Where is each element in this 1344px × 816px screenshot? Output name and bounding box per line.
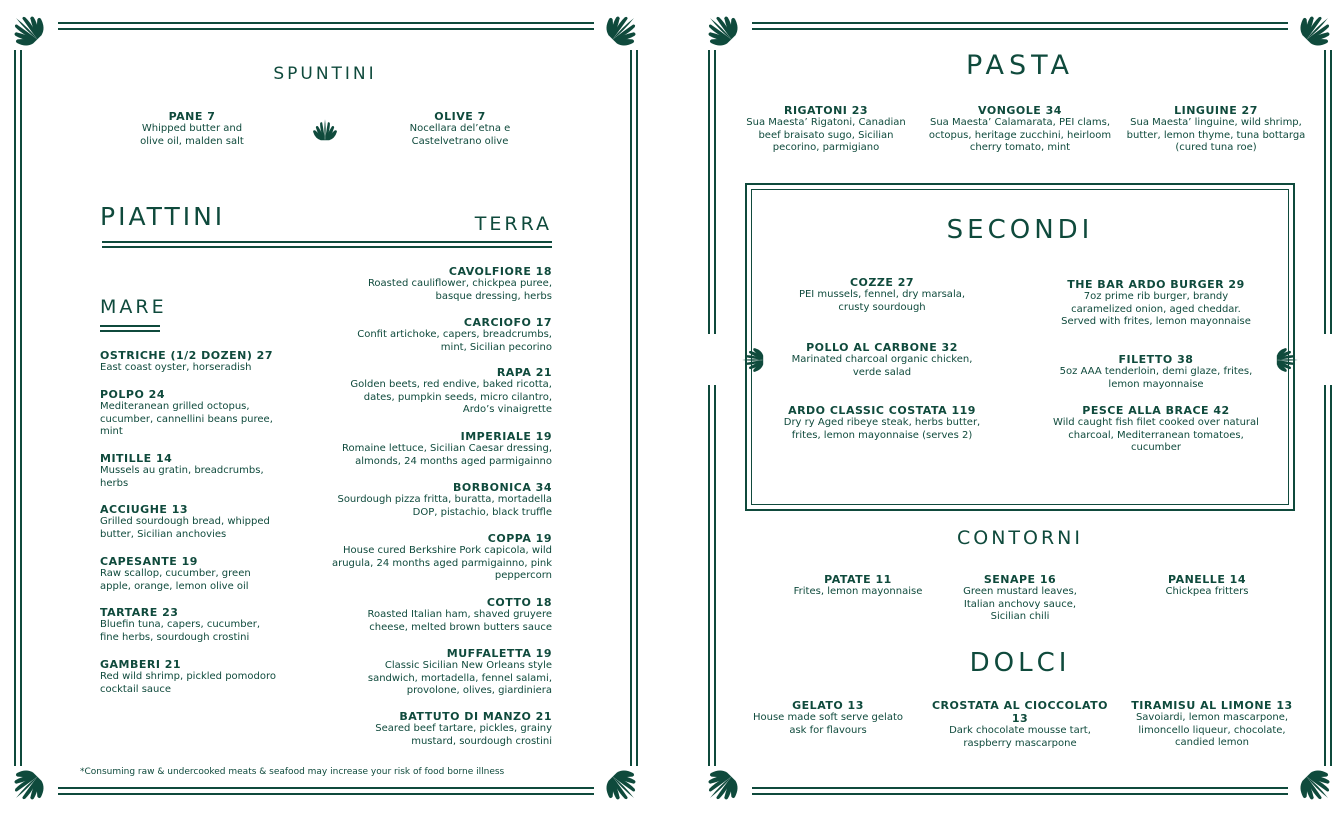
menu-item [355,710,552,748]
shell-fan-icon [604,768,644,808]
item-name: THE BAR ARDO BURGER 29 [1067,278,1245,291]
item-description: Romaine lettuce, Sicilian Caesar dressing, almonds, 24 months aged parmigainno [342,443,552,467]
item-description: Sourdough pizza fritta, buratta, mortadella DOP, pistachio, black truffle [337,494,552,518]
section-title-spuntini: SPUNTINI [273,64,377,84]
item-name: RAPA 21 [496,366,552,379]
border-right-outer [636,50,638,766]
shell-fan-icon [738,346,766,374]
menu-item [100,503,285,541]
item-name: MUFFALETTA 19 [446,647,552,660]
item-name: ACCIUGHE 13 [100,503,189,516]
border-right-inner [1324,385,1326,766]
item-description: House made soft serve gelato ask for flavours [752,712,903,736]
menu-item [100,388,285,439]
border-right-inner [1324,50,1326,334]
divider [102,246,552,248]
item-description: Wild caught fish filet cooked over natural charcoal, Mediterranean tomatoes, cucumber [1053,417,1259,453]
item-name: OSTRICHE (1/2 DOZEN) 27 [100,349,273,362]
menu-item [786,573,930,599]
item-name: RIGATONI 23 [783,104,869,117]
menu-item [778,404,986,442]
item-description: Marinated charcoal organic chicken, verde salad [791,354,973,378]
section-title-pasta: PASTA [965,50,1075,81]
item-name: IMPERIALE 19 [460,430,552,443]
section-title-contorni: CONTORNI [956,527,1083,549]
item-name: TIRAMISU AL LIMONE 13 [1131,699,1293,712]
item-name: COPPA 19 [487,532,552,545]
shell-fan-icon [604,8,644,48]
border-top-outer [752,22,1288,24]
menu-item [335,596,552,634]
item-name: PANELLE 14 [1168,573,1246,586]
item-name: SENAPE 16 [983,573,1057,586]
item-name: PESCE ALLA BRACE 42 [1082,404,1230,417]
border-left-inner [20,50,22,766]
divider [102,241,552,243]
item-description: Mediteranean grilled octopus, cucumber, cannellini beans puree, mint [100,401,273,437]
border-left-inner [714,385,716,766]
menu-item [322,532,552,583]
item-description: Roasted Italian ham, shaved gruyere cheese, melted brown butters sauce [367,609,552,633]
item-name: GELATO 13 [792,699,864,712]
menu-item [1054,278,1258,329]
item-name: PANE 7 [168,110,216,123]
item-name: GAMBERI 21 [100,658,182,671]
item-description: Sua Maesta’ Calamarata, PEI clams, octopus, heritage zucchini, heirloom cherry tomato, mint [928,117,1112,153]
item-description: Sua Maesta’ Rigatoni, Canadian beef braisato sugo, Sicilian pecorino, parmigiano [746,117,906,153]
item-description: Chickpea fritters [1165,586,1249,597]
shell-fan-icon [700,768,740,808]
shell-fan-icon [6,8,46,48]
item-description: 7oz prime rib burger, brandy caramelized onion, aged cheddar. Served with frites, lemon mayonnaise [1061,291,1251,327]
item-name: LINGUINE 27 [1174,104,1258,117]
menu-page-right [696,0,1344,816]
menu-item [100,658,290,696]
item-description: Golden beets, red endive, baked ricotta, dates, pumpkin seeds, micro cilantro, Ardo’s vinaigrette [350,379,552,415]
item-description: Savoiardi, lemon mascarpone, limoncello liqueur, chocolate, candied lemon [1135,712,1289,748]
menu-item [924,699,1116,750]
section-title-secondi: SECONDI [946,215,1094,245]
shell-fan-icon [311,115,339,143]
menu-item [782,276,982,314]
item-description: Nocellara del’etna e Castelvetrano olive [409,123,511,147]
item-description: House cured Berkshire Pork capicola, wild arugula, 24 months aged parmigainno, pink peppercorn [331,545,552,581]
menu-item [100,555,270,593]
menu-item [395,110,525,148]
item-description: Roasted cauliflower, chickpea puree, basque dressing, herbs [367,278,552,302]
item-description: Green mustard leaves, Italian anchovy sauce, Sicilian chili [963,586,1077,622]
menu-item [1128,699,1296,750]
border-bottom-outer [58,793,594,795]
menu-item [1058,353,1254,391]
item-name: CARCIOFO 17 [463,316,552,329]
menu-item [100,349,290,375]
menu-item [322,430,552,468]
item-description: Raw scallop, cucumber, green apple, orange, lemon olive oil [100,568,251,592]
item-description: Dark chocolate mousse tart, raspberry mascarpone [949,725,1091,749]
item-description: Frites, lemon mayonnaise [793,586,923,597]
shell-fan-icon [6,768,46,808]
shell-fan-icon [1298,768,1338,808]
border-top-inner [58,28,594,30]
menu-page-left [0,0,650,816]
item-description: Grilled sourdough bread, whipped butter, Sicilian anchovies [100,516,270,540]
section-title-mare: MARE [100,296,167,318]
section-title-dolci: DOLCI [969,648,1071,678]
shell-fan-icon [700,8,740,48]
item-description: 5oz AAA tenderloin, demi glaze, frites, lemon mayonnaise [1059,366,1253,390]
item-description: Classic Sicilian New Orleans style sandwich, mortadella, fennel salami, provolone, olives, giardiniera [367,660,552,696]
section-title-piattini: PIATTINI [100,202,226,231]
item-name: CAVOLFIORE 18 [448,265,552,278]
item-description: Mussels au gratin, breadcrumbs, herbs [100,465,264,489]
item-name: CROSTATA AL CIOCCOLATO 13 [931,699,1108,725]
menu-item [746,104,906,155]
menu-item [1046,404,1266,455]
menu-item [335,265,552,303]
border-top-inner [752,28,1288,30]
item-name: CAPESANTE 19 [100,555,198,568]
item-description: Red wild shrimp, pickled pomodoro cocktail sauce [100,671,276,695]
menu-item [345,647,552,698]
border-left-outer [708,50,710,334]
menu-item [335,316,552,354]
border-left-outer [708,385,710,766]
shell-fan-icon [1298,8,1338,48]
border-bottom-outer [752,793,1288,795]
border-left-inner [714,50,716,334]
divider [100,330,160,332]
item-name: FILETTO 38 [1118,353,1194,366]
item-name: BORBONICA 34 [453,481,552,494]
border-right-outer [1330,385,1332,766]
menu-item [335,481,552,519]
item-description: Confit artichoke, capers, breadcrumbs, mint, Sicilian pecorino [357,329,552,353]
border-bottom-inner [58,787,594,789]
item-name: POLLO AL CARBONE 32 [806,341,958,354]
border-bottom-inner [752,787,1288,789]
border-left-outer [14,50,16,766]
item-name: VONGOLE 34 [978,104,1062,117]
menu-item [1126,104,1306,155]
menu-item [924,104,1116,155]
border-right-outer [1330,50,1332,334]
item-name: ARDO CLASSIC COSTATA 119 [788,404,976,417]
item-name: BATTUTO DI MANZO 21 [399,710,552,723]
item-description: Whipped butter and olive oil, malden salt [140,123,244,147]
item-name: POLPO 24 [100,388,165,401]
item-description: Sua Maesta’ linguine, wild shrimp, butter, lemon thyme, tuna bottarga (cured tuna roe) [1126,117,1306,153]
item-name: COTTO 18 [486,596,552,609]
menu-item [335,366,552,417]
item-name: MITILLE 14 [100,452,173,465]
item-name: PATATE 11 [824,573,892,586]
menu-item [1142,573,1272,599]
divider [100,325,160,327]
menu-item [748,699,908,737]
section-title-terra: TERRA [474,213,552,235]
item-name: TARTARE 23 [100,606,179,619]
item-name: OLIVE 7 [434,110,486,123]
item-description: East coast oyster, horseradish [100,362,252,373]
menu-item [100,452,270,490]
menu-item [950,573,1090,624]
item-name: COZZE 27 [849,276,915,289]
item-description: Dry ry Aged ribeye steak, herbs butter, frites, lemon mayonnaise (serves 2) [783,417,981,441]
item-description: PEI mussels, fennel, dry marsala, crusty sourdough [798,289,966,313]
border-right-inner [630,50,632,766]
item-description: Bluefin tuna, capers, cucumber, fine herbs, sourdough crostini [100,619,261,643]
item-description: Seared beef tartare, pickles, grainy mustard, sourdough crostini [375,723,552,747]
border-top-outer [58,22,594,24]
page-gutter [650,0,696,816]
menu-item [100,606,275,644]
menu-item [782,341,982,379]
menu-item [132,110,252,148]
food-safety-footnote: *Consuming raw & undercooked meats & seafood may increase your risk of food borne illness [80,767,505,777]
shell-fan-icon [1274,346,1302,374]
